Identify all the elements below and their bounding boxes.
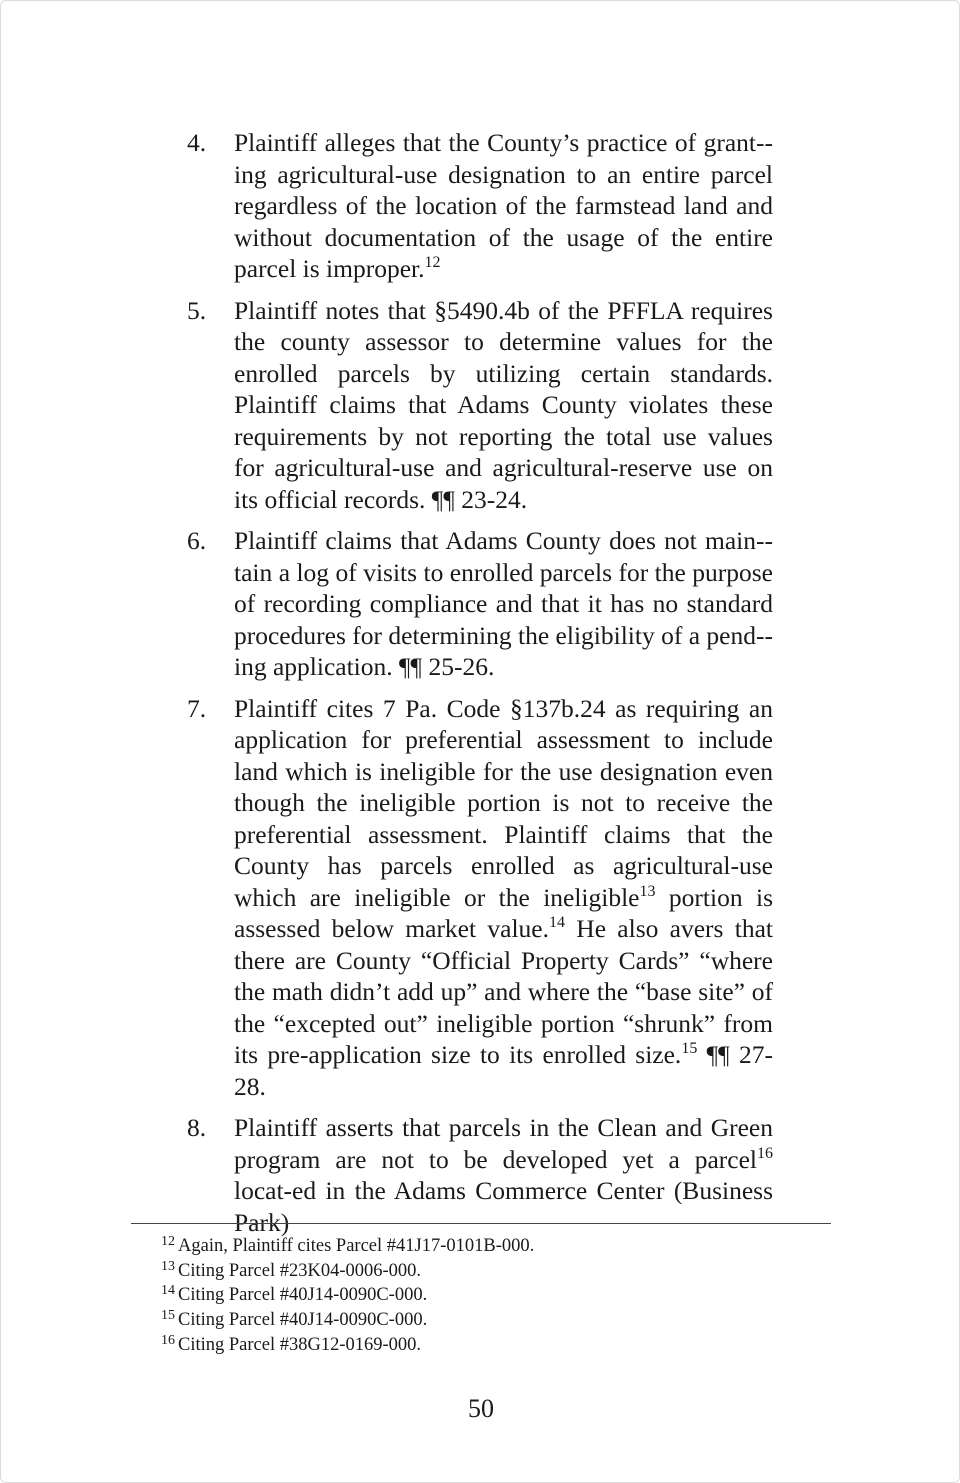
footnote-reference: 16 [757, 1144, 773, 1162]
text-run: Plaintiff claims that Adams County does not main-tain a log of visits to enrolled parcels for the purpose of recording compliance and that it has no standard procedures for determining the eligibility of a pend-ing application. ¶¶ 25-26. [234, 526, 773, 681]
footnote-text: Citing Parcel #40J14-0090C-000. [178, 1285, 428, 1306]
item-text [234, 693, 773, 1103]
item-number: 5. [187, 295, 207, 325]
text-run: Plaintiff cites 7 Pa. Code §137b.24 as requiring an application for preferential assessment to include land which is ineligible for the use designation even though the ineligible portion is not to receive the preferential assessment. Plaintiff claims that the County has parcels enrolled as agricultural-use which are ineligible or the ineligible [234, 693, 773, 912]
text-run: Plaintiff alleges that the County’s practice of grant-ing agricultural-use designation to an entire parcel regardless of the location of the farmstead land and without documentation of the usage of the entire parcel is improper. [234, 128, 773, 283]
text-run: He also avers that there are County “Official Property Cards” “where the math didn’t add up” and where the “base site” of the “excepted out” ineligible portion “shrunk” from its pre-application size to its enrolled size. [234, 914, 773, 1069]
list-item [187, 127, 773, 285]
text-run: Plaintiff asserts that parcels in the Clean and Green program are not to be developed yet a parcel [234, 1113, 773, 1174]
item-number: 6. [187, 526, 207, 555]
item-text [234, 295, 773, 516]
footnote-number: 16 [161, 1332, 175, 1348]
item-number: 7. [187, 693, 207, 723]
list-item [187, 525, 773, 683]
footnote-reference: 15 [681, 1040, 698, 1057]
text-run: locat-ed in the Adams Commerce Center (Business Park) [234, 1176, 773, 1237]
numbered-list [187, 127, 773, 1248]
text-run: ¶¶ 27-28. [234, 1040, 773, 1101]
footnote-reference: 12 [424, 254, 441, 271]
item-text [234, 1112, 773, 1238]
footnote-number: 13 [161, 1258, 175, 1274]
footnote-text: Citing Parcel #23K04-0006-000. [178, 1260, 422, 1281]
text-run: portion is assessed below market value. [234, 882, 774, 943]
footnote [161, 1283, 821, 1308]
footnote-reference: 13 [639, 882, 656, 900]
footnote-text: Citing Parcel #40J14-0090C-000. [178, 1310, 428, 1331]
footnote-text: Citing Parcel #38G12-0169-000. [178, 1334, 422, 1355]
footnote [161, 1234, 821, 1259]
footnote-text: Again, Plaintiff cites Parcel #41J17-0101B-000. [178, 1236, 535, 1256]
footnote-divider [131, 1223, 831, 1224]
list-item [187, 693, 773, 1103]
item-number: 4. [187, 128, 207, 157]
footnote-number: 15 [161, 1308, 175, 1324]
list-item [187, 295, 773, 516]
footnote-number: 12 [161, 1234, 175, 1249]
footnote [161, 1308, 821, 1333]
footnote-number: 14 [161, 1283, 175, 1299]
footnotes [161, 1234, 821, 1358]
footnote [161, 1259, 821, 1284]
list-item [187, 1112, 773, 1238]
item-text [234, 525, 773, 683]
item-number: 8. [187, 1113, 207, 1142]
footnote-reference: 14 [548, 914, 565, 931]
page-number: 50 [468, 1394, 494, 1423]
footnote [161, 1333, 821, 1358]
text-run: Plaintiff notes that §5490.4b of the PFFLA requires the county assessor to determine values for the enrolled parcels by utilizing certain standards. Plaintiff claims that Adams County violates these requirements by not reporting the total use values for agricultural-use and agricultural-reserve use on its official records. ¶¶ 23-24. [234, 295, 773, 514]
item-text [234, 127, 773, 285]
